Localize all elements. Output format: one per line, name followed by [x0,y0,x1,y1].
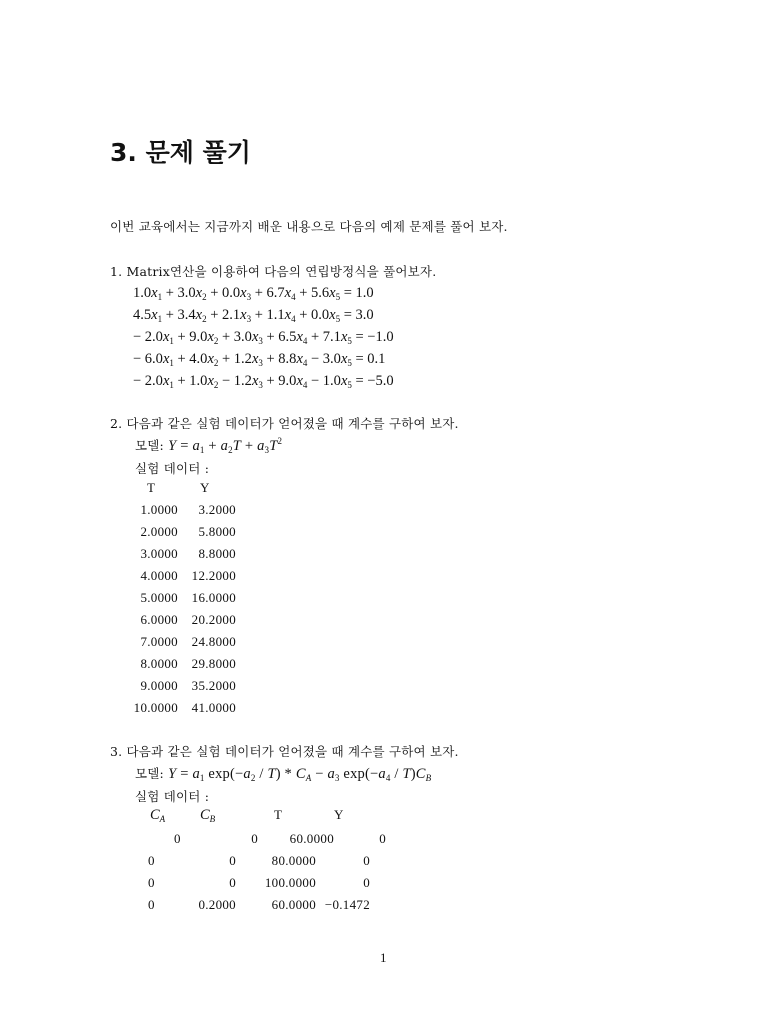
column-header-cb: $C_B$ [200,807,216,824]
table-cell-t: 7.0000 [140,634,178,649]
equation-line: $4.5x_1 + 3.4x_2 + 2.1x_3 + 1.1x_4 + 0.0x_5 = 3.0$ [133,307,374,324]
column-header-ca: $C_A$ [150,807,166,824]
table-cell-y: 20.2000 [191,612,236,627]
table-cell-cb: 0 [251,831,258,846]
table-cell-y: 8.8000 [198,546,236,561]
model-label: 모델: [135,766,164,781]
table-cell-y: 35.2000 [191,678,236,693]
table-cell-y: 3.2000 [198,502,236,517]
table-cell-t: 80.0000 [271,853,316,868]
table-cell-y: 29.8000 [191,656,236,671]
equation-line: − $6.0x_1 + 4.0x_2 + 1.2x_3 + 8.8x_4 - 3.0x_5 = 0.1$ [133,351,386,368]
model-label: 모델: [135,438,164,453]
table-cell-ca: 0 [148,853,155,868]
equation-line: − $2.0x_1 + 1.0x_2 - 1.2x_3 + 9.0x_4 - 1.0x_5 = -5.0$ [133,373,394,390]
table-cell-y: 12.2000 [191,568,236,583]
table-cell-t: 6.0000 [140,612,178,627]
table-cell-y: 0 [363,875,370,890]
table-cell-ca: 0 [174,831,181,846]
column-header-y: Y [200,480,210,495]
table-cell-t: 8.0000 [140,656,178,671]
table-cell-y: 0 [379,831,386,846]
table-cell-t: 2.0000 [140,524,178,539]
equation-line: $1.0x_1 + 3.0x_2 + 0.0x_3 + 6.7x_4 + 5.6x_5 = 1.0$ [133,285,374,302]
table-cell-t: 5.0000 [140,590,178,605]
table-cell-y: 0 [363,853,370,868]
table-cell-ca: 0 [148,875,155,890]
model-equation: $Y = a_1 + a_2T + a_3T^2$ [168,436,283,455]
table-cell-cb: 0 [229,875,236,890]
column-header-t: T [274,807,282,822]
table-cell-t: 9.0000 [140,678,178,693]
table-cell-ca: 0 [148,897,155,912]
table-cell-y: 41.0000 [191,700,236,715]
table-cell-t: 3.0000 [140,546,178,561]
table-cell-t: 60.0000 [289,831,334,846]
problem-2-prompt: 2. 다음과 같은 실험 데이터가 얻어졌을 때 계수를 구하여 보자. [110,416,459,431]
table-cell-t: 1.0000 [140,502,178,517]
problem-2-model [135,436,282,455]
table-cell-cb: 0 [229,853,236,868]
table-cell-y: 5.8000 [198,524,236,539]
problem-3-model [135,764,431,783]
equation-system [133,282,394,392]
table-cell-cb: 0.2000 [198,897,236,912]
problem-2-data-label: 실험 데이터 : [135,461,210,476]
table-cell-t: 4.0000 [140,568,178,583]
problem-1-prompt: 1. Matrix연산을 이용하여 다음의 연립방정식을 풀어보자. [110,264,437,279]
equation-line: − $2.0x_1 + 9.0x_2 + 3.0x_3 + 6.5x_4 + 7.1x_5 = -1.0$ [133,329,394,346]
page-number: 1 [380,950,387,965]
model-equation: $Y = a_1$ $\exp(-a_2 / T) * C_A - a_3$ $\exp(-a_4 / T)C_B$ [168,766,432,783]
table-cell-y: 16.0000 [191,590,236,605]
table-cell-t: 100.0000 [264,875,316,890]
page-title: 3. 문제 풀기 [110,138,251,167]
table-cell-t: 10.0000 [133,700,178,715]
problem-3-prompt: 3. 다음과 같은 실험 데이터가 얻어졌을 때 계수를 구하여 보자. [110,744,459,759]
table-cell-t: 60.0000 [271,897,316,912]
column-header-y: Y [334,807,344,822]
column-header-t: T [147,480,155,495]
table-cell-y: −0.1472 [324,897,370,912]
problem-3-data-label: 실험 데이터 : [135,789,210,804]
intro-text: 이번 교육에서는 지금까지 배운 내용으로 다음의 예제 문제를 풀어 보자. [110,219,508,234]
table-cell-y: 24.8000 [191,634,236,649]
